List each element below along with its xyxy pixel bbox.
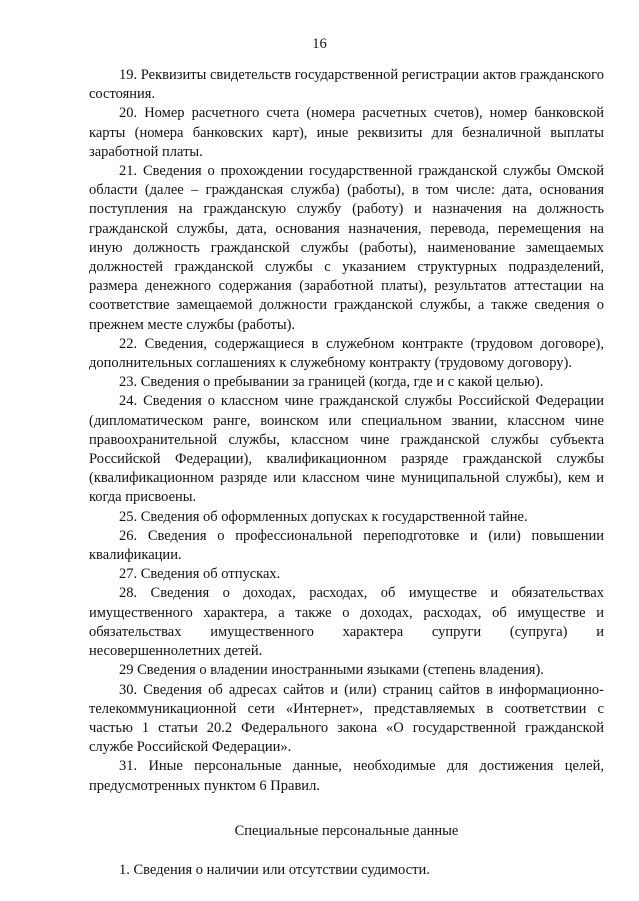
list-item-20: 20. Номер расчетного счета (номера расчетных счетов), номер банковской карты (номера банковских карт), иные реквизиты для безналичной выплаты заработной платы. (89, 105, 604, 160)
list-item-30: 30. Сведения об адресах сайтов и (или) страниц сайтов в информационно-телекоммуникационной сети «Интернет», представляемых в соответствии с частью 1 статьи 20.2 Федерального закона «О государственной гражданской службе Российской Федерации». (89, 681, 604, 756)
list-item-26: 26. Сведения о профессиональной переподготовке и (или) повышении квалификации. (89, 527, 604, 564)
list-item-24: 24. Сведения о классном чине гражданской службы Российской Федерации (дипломатическом ранге, воинском или специальном звании, классном чине правоохранительной службы, классном чине гражданской службы субъекта Российской Федерации), квалификационном разряде гражданской службы (квалификационном разряде или классном чине муниципальной службы), кем и когда присвоены. (89, 393, 604, 506)
list-item-29: 29 Сведения о владении иностранными языками (степень владения). (119, 662, 544, 679)
list-item-28: 28. Сведения о доходах, расходах, об имуществе и обязательствах имущественного характера, а также о доходах, расходах, об имуществе и обязательствах имущественного характера супруги (супруга) и несовершеннолетних детей. (89, 585, 604, 660)
section-heading: Специальные персональные данные (234, 822, 459, 839)
document-body (89, 66, 604, 880)
list-item-31: 31. Иные персональные данные, необходимые для достижения целей, предусмотренных пунктом 6 Правил. (89, 758, 604, 794)
list-item-27: 27. Сведения об отпусках. (119, 566, 281, 583)
list-item-25: 25. Сведения об оформленных допусках к государственной тайне. (119, 508, 528, 525)
list-item-19: 19. Реквизиты свидетельств государственной регистрации актов гражданского состояния. (89, 67, 604, 103)
list-item-22: 22. Сведения, содержащиеся в служебном контракте (трудовом договоре), дополнительных соглашениях к служебному контракту (трудовому договору). (89, 335, 604, 372)
page-number: 16 (312, 36, 327, 52)
special-list-item-1: 1. Сведения о наличии или отсутствии судимости. (119, 861, 430, 878)
list-item-21: 21. Сведения о прохождении государственной гражданской службы Омской области (далее – гражданская служба) (работы), в том числе: дата, основания поступления на гражданскую службу (работу) и назначения на должность гражданской службы, дата, основания назначения, перевода, перемещения на иную должность гражданской службы (работы), наименование замещаемых должностей гражданской службы с указанием структурных подразделений, размера денежного содержания (заработной платы), результатов аттестации на соответствие замещаемой должности гражданской службы, а также сведения о прежнем месте службы (работы). (89, 163, 604, 333)
list-item-23: 23. Сведения о пребывании за границей (когда, где и с какой целью). (119, 374, 544, 391)
